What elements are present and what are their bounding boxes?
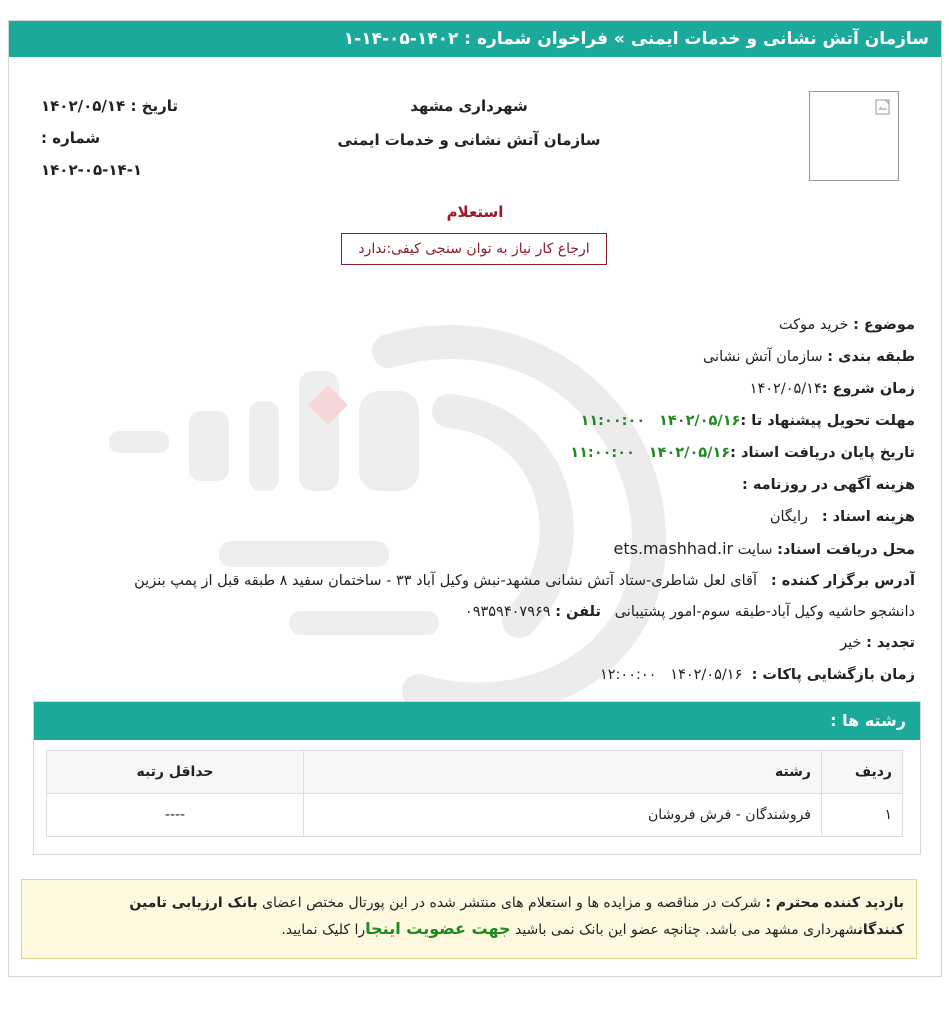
category-label: طبقه بندی : <box>827 349 915 365</box>
number-value: ۱۴۰۲-۰۵-۱۴-۱ <box>41 161 143 179</box>
phone-value: ۰۹۳۵۹۴۰۷۹۶۹ <box>464 604 551 620</box>
membership-notice <box>21 879 917 959</box>
page-title-bar <box>9 21 941 57</box>
page-container <box>8 20 942 977</box>
table-row <box>47 794 903 837</box>
fields-header: رشته ها : <box>34 702 920 740</box>
org-line-fire-department: سازمان آتش نشانی و خدمات ایمنی <box>337 131 601 149</box>
address-line-2-row <box>37 597 915 627</box>
deadline-row <box>37 405 915 437</box>
docs-cost-row <box>37 501 915 533</box>
page-title: سازمان آتش نشانی و خدمات ایمنی » فراخوان شماره : ۱۴۰۲-۰۵-۱۴-۱ <box>343 29 929 49</box>
docs-end-date: ۱۴۰۲/۰۵/۱۶ <box>648 445 731 461</box>
phone-label: تلفن : <box>555 604 601 620</box>
notice-bank-name: بانک ارزیابی تامین کنندگان <box>129 895 904 938</box>
date-label: تاریخ : <box>130 97 179 115</box>
inquiry-details <box>37 309 915 691</box>
category-row <box>37 341 915 373</box>
notice-text-1: شرکت در مناقصه و مزایده ها و استعلام های منتشر شده در این پورتال مختص اعضای <box>262 895 761 911</box>
ad-cost-label: هزینه آگهی در روزنامه : <box>741 477 915 493</box>
subject-value: خرید موکت <box>778 317 849 333</box>
start-time-value: ۱۴۰۲/۰۵/۱۴ <box>749 381 822 397</box>
quality-requirement-note: ارجاع کار نیاز به توان سنجی کیفی:ندارد <box>341 233 607 265</box>
opening-date: ۱۴۰۲/۰۵/۱۶ <box>670 667 743 683</box>
docs-place-row <box>37 533 915 565</box>
start-time-row <box>37 373 915 405</box>
notice-text-3: را کلیک نمایید. <box>281 922 366 938</box>
docs-place-site: ets.mashhad.ir <box>613 539 734 558</box>
column-header-num: ردیف <box>822 751 903 794</box>
organization-logo <box>809 91 899 181</box>
row-num: ۱ <box>822 794 903 837</box>
deadline-label: مهلت تحویل پیشنهاد تا : <box>740 413 915 429</box>
docs-cost-value: رایگان <box>769 509 808 525</box>
docs-end-label: تاریخ پایان دریافت اسناد : <box>730 445 915 461</box>
docs-place-label: محل دریافت اسناد: <box>777 542 915 558</box>
row-min-rank: ---- <box>47 794 304 837</box>
column-header-field: رشته <box>304 751 822 794</box>
docs-place-prefix: سایت <box>737 542 773 558</box>
fields-section <box>33 701 921 855</box>
deadline-time: ۱۱:۰۰:۰۰ <box>580 413 646 429</box>
address-line-2: دانشجو حاشیه وکیل آباد-طبقه سوم-امور پشتیبانی <box>614 604 915 620</box>
subject-row <box>37 309 915 341</box>
opening-row <box>37 659 915 691</box>
broken-image-icon <box>874 98 892 116</box>
opening-time: ۱۲:۰۰:۰۰ <box>599 667 657 683</box>
renewal-label: تجدید : <box>866 635 915 651</box>
address-line-1: آقای لعل شاطری-ستاد آتش نشانی مشهد-نبش وکیل آباد ۳۳ - ساختمان سفید ۸ طبقه قبل از پمپ بنزین <box>134 573 758 589</box>
fields-table <box>46 750 903 837</box>
category-value: سازمان آتش نشانی <box>702 349 823 365</box>
start-time-label: زمان شروع : <box>821 381 915 397</box>
join-link[interactable]: جهت عضویت اینجا <box>365 919 511 938</box>
address-row <box>37 565 915 597</box>
subject-label: موضوع : <box>853 317 915 333</box>
docs-end-row <box>37 437 915 469</box>
opening-label: زمان بازگشایی پاکات : <box>751 667 915 683</box>
letter-date <box>41 97 178 115</box>
date-value: ۱۴۰۲/۰۵/۱۴ <box>41 97 126 115</box>
column-header-min-rank: حداقل رتبه <box>47 751 304 794</box>
notice-text-2: شهرداری مشهد می باشد. چنانچه عضو این بانک نمی باشید <box>514 922 858 938</box>
notice-lead: بازدید کننده محترم : <box>765 895 904 911</box>
org-line-municipality: شهرداری مشهد <box>410 97 528 115</box>
renewal-value: خیر <box>840 635 862 651</box>
ad-cost-row <box>37 469 915 501</box>
inquiry-title: استعلام <box>446 203 504 221</box>
number-label: شماره : <box>41 129 101 147</box>
row-field: فروشندگان - فرش فروشان <box>304 794 822 837</box>
renewal-row <box>37 627 915 659</box>
address-label: آدرس برگزار کننده : <box>770 573 915 589</box>
docs-cost-label: هزینه اسناد : <box>821 509 915 525</box>
docs-end-time: ۱۱:۰۰:۰۰ <box>570 445 635 461</box>
table-header-row <box>47 751 903 794</box>
deadline-date: ۱۴۰۲/۰۵/۱۶ <box>659 413 741 429</box>
